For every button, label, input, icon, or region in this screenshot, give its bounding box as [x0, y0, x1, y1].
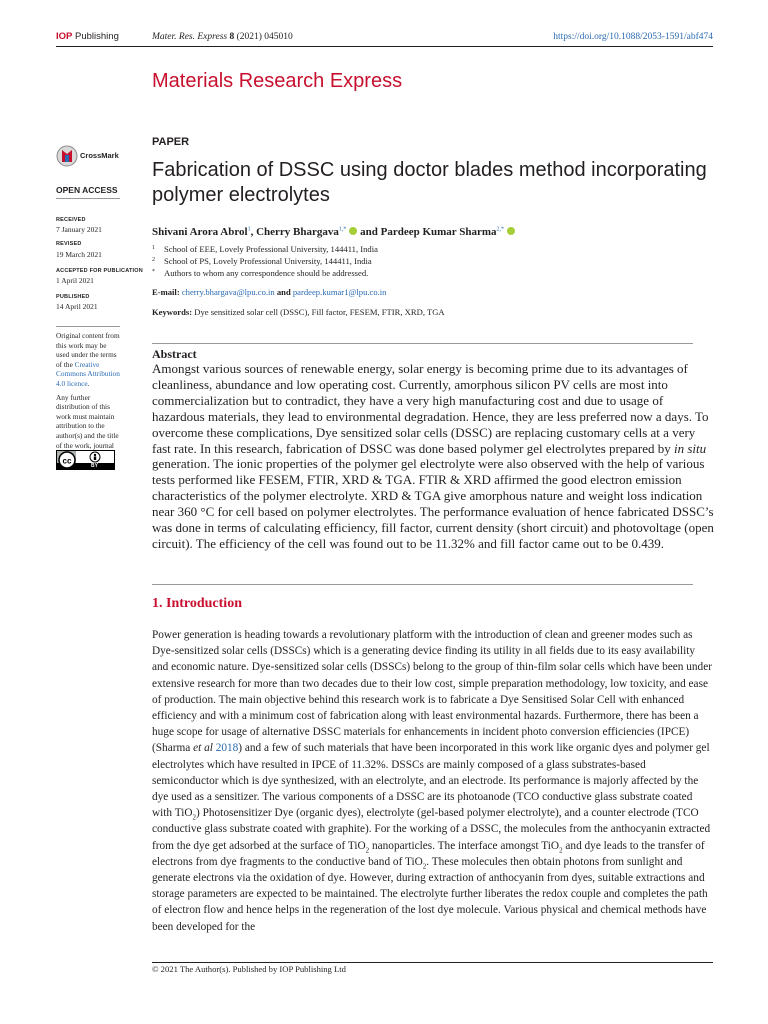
journal-title: Materials Research Express: [152, 70, 403, 92]
abstract-heading: Abstract: [152, 347, 197, 361]
keywords-line: Keywords: Dye sensitized solar cell (DSSC), Fill factor, FESEM, FTIR, XRD, TGA: [152, 307, 445, 317]
creative-commons-link[interactable]: Creative Commons Attribution 4.0 licence: [56, 359, 120, 388]
orcid-icon[interactable]: [507, 227, 515, 235]
affiliation: * Authors to whom any correspondence should be addressed.: [152, 268, 369, 278]
affiliation: 1 School of EEE, Lovely Professional University, 144411, India: [152, 244, 378, 254]
reference-link[interactable]: 2018: [215, 742, 239, 755]
citation: Mater. Res. Express 8 (2021) 045010: [152, 32, 293, 42]
copyright-footer: © 2021 The Author(s). Published by IOP Publishing Ltd: [152, 964, 346, 974]
divider: [152, 343, 693, 344]
crossmark-label: CrossMark: [80, 151, 119, 160]
history-date: 7 January 2021: [56, 225, 102, 234]
abstract-text: Amongst various sources of renewable energy, solar energy is becoming prime due to its advantages of cleanliness, abundance and low operating cost. Currently, amorphous silicon PV cells are most into commercialization but to contradict, they have a very high manufacturing cost and due to usage of hazardous materials, they lead to environmental degradation. Hence, they are less preferred now a days. To overcome these complications, Dye sensitized solar cells (DSSC) are replacing customary cells at a very fast rate. In this research, fabrication of DSSC was done based polymer gel electrolytes prepared by in situ generation. The ionic properties of the polymer gel electrolyte were also observed with the help of various tests performed like FESEM, FTIR, XRD & TGA. FTIR & XRD affirmed the good electron emission characteristics of the polymer electrolyte. XRD & TGA give amorphous nature and weight loss indication near 360 °C for cell based on polymer electrolytes. The performance evaluation of hence fabricated DSSC’s was done in terms of calculating efficiency, fill factor, current density (short circuit) and photovoltage (open circuit). The efficiency of the cell was found out to be 11.32% and fill factor came out to be 0.439.: [152, 361, 714, 551]
history-date: 19 March 2021: [56, 250, 102, 259]
history-label: ACCEPTED FOR PUBLICATION: [56, 268, 143, 274]
author-name: Shivani Arora Abrol: [152, 226, 248, 238]
section-heading: 1. Introduction: [152, 596, 242, 611]
article-title: Fabrication of DSSC using doctor blades method incorporating polymer electrolytes: [152, 159, 707, 206]
introduction-text: Power generation is heading towards a revolutionary platform with the introduction of clean and greener modes such as Dye-sensitized solar cells (DSSCs) which is a generating device finding its utility in all fields due to its easy availability and economic nature. Dye-sensitized solar cells (DSSCs) belong to the group of thin-film solar cells which have been under extensive research for more than two decades due to their low cost, simple preparation methodology, low toxicity, and ease of production. The main objective behind this research work is to fabricate a Dye Sensitised Solar Cell with enhanced efficiency and with a minimum cost of fabrication along with least environmental hazards. Furthermore, there has been a huge scope for usage of alternative DSSC materials for enhancements in incident photo conversion efficiencies (IPCE) (Sharma et al 2018) and a few of such materials that have been incorporated in this work like organic dyes and polymer gel electrolytes which have resulted in IPCE of 11.32%. DSSCs are mainly composed of a glass substrates-based semiconductor which is dye synthesized, with an electrolyte, and an electrode. Its performance is majorly affected by the dye used as a sensitizer. The various components of a DSSC are its photoanode (TCO conductive glass substrate coated with TiO$_2$) Photosensitizer Dye (organic dyes), electrolyte (gel-based polymer electrolyte), and a counter electrode (TCO conductive glass substrate coated with graphite). For the working of a DSSC, the molecules from the anthocyanin extracted from the dye get adsorbed at the surface of TiO$_2$ nanoparticles. The interface amongst TiO$_2$ and dye leads to the transfer of electrons from dye fragments to the conductive band of TiO$_2$. These molecules then obtain photons from sunlight and generate electrons via the oxidation of dye. However, during extraction of anthocyanin from dyes, suitable extractions and storage parameters are expected to be maintained. The electrolyte further liberates the redox couple and completes the path of electron flow and hence helps in the regeneration of the lost dye molecule. Various physical and chemical methods have been developed for the: [152, 629, 712, 933]
email-link[interactable]: pardeep.kumar1@lpu.co.in: [292, 287, 387, 297]
history-label: PUBLISHED: [56, 294, 90, 300]
header-rule: [56, 46, 713, 47]
email-line: E-mail: cherry.bhargava@lpu.co.in and pardeep.kumar1@lpu.co.in: [152, 287, 387, 297]
history-date: 1 April 2021: [56, 276, 94, 285]
divider: [56, 198, 120, 199]
affiliation: 2 School of PS, Lovely Professional University, 144411, India: [152, 256, 372, 266]
email-link[interactable]: cherry.bhargava@lpu.co.in: [181, 287, 275, 297]
crossmark-icon: [56, 145, 78, 167]
divider: [56, 326, 120, 327]
cc-by-badge[interactable]: [56, 450, 115, 470]
footer-rule: [152, 962, 713, 963]
history-label: REVISED: [56, 241, 82, 247]
author-name: Cherry Bhargava: [256, 226, 339, 238]
licence-text: Original content from this work may be used under the terms of the Creative Commons Attribution 4.0 licence. Any further distribution of this work must maintain attribution to the author(s) and the title of the work, journal: [56, 331, 120, 450]
cc-badge-text: BY: [91, 463, 98, 469]
author-list: Shivani Arora Abrol$^1$, Cherry Bhargava$^{1,*}$ and Pardeep Kumar Sharma$^{2,*}$: [152, 226, 515, 238]
article-type: PAPER: [152, 136, 190, 148]
doi-link[interactable]: https://doi.org/10.1088/2053-1591/abf474: [553, 32, 713, 42]
svg-text:cc: cc: [62, 456, 72, 466]
history-label: RECEIVED: [56, 217, 86, 223]
divider: [152, 584, 693, 585]
author-name: Pardeep Kumar Sharma: [380, 226, 497, 238]
creative-commons-icon: [56, 450, 115, 470]
open-access-label: OPEN ACCESS: [56, 185, 118, 195]
publisher-logo: IOP Publishing: [56, 31, 119, 42]
history-date: 14 April 2021: [56, 302, 98, 311]
